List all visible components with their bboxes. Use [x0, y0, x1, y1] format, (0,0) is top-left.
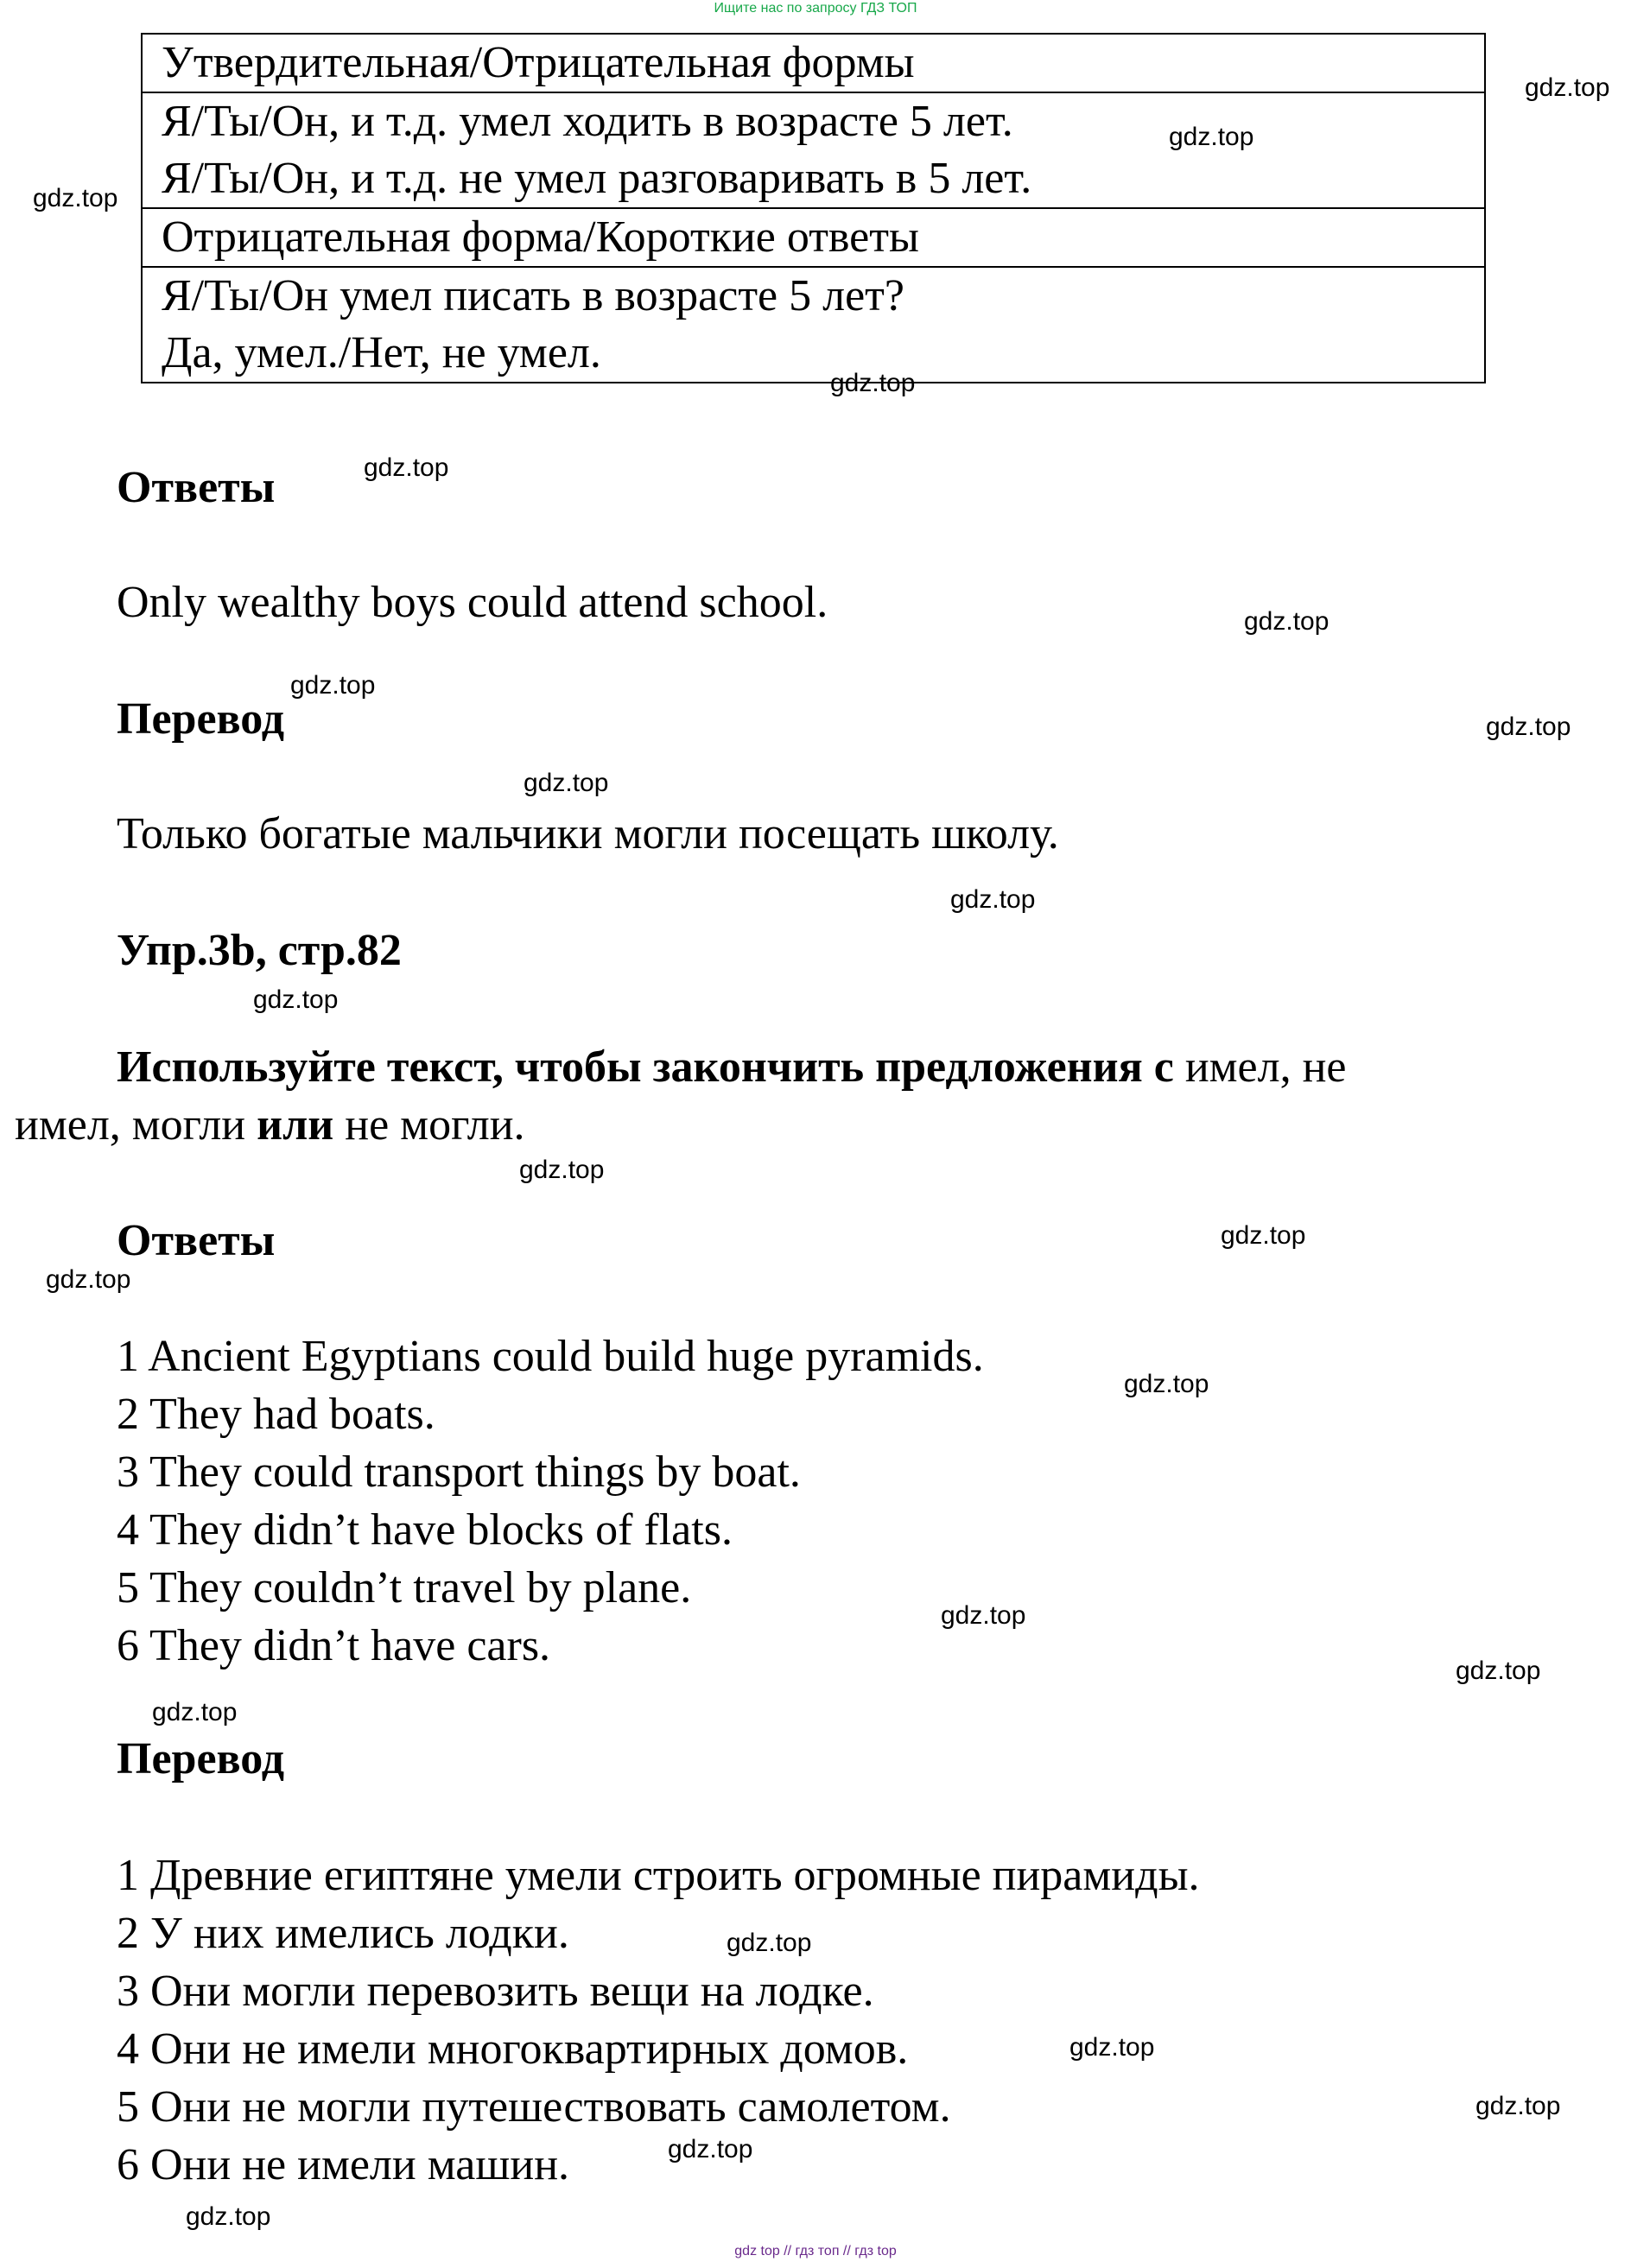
table-line: Отрицательная форма/Короткие ответы	[162, 212, 919, 262]
translation-item: 6 Они не имели машин.	[117, 2140, 570, 2189]
watermark-text: gdz.top	[1124, 1370, 1209, 1398]
answers-heading: Ответы	[117, 463, 276, 512]
translation-heading: Перевод	[117, 694, 285, 744]
watermark-text: gdz.top	[1476, 2092, 1561, 2120]
watermark-text: gdz.top	[33, 184, 118, 212]
table-cell	[142, 267, 1485, 383]
watermark-text: gdz.top	[727, 1929, 812, 1957]
watermark-text: gdz.top	[46, 1265, 131, 1294]
answer-item: 5 They couldn’t travel by plane.	[117, 1563, 692, 1612]
translation-item: 5 Они не могли путешествовать самолетом.	[117, 2082, 951, 2132]
watermark-text: gdz.top	[524, 769, 609, 797]
answers-list	[117, 1327, 984, 1675]
table-line: Я/Ты/Он, и т.д. не умел разговаривать в 5 лет.	[162, 154, 1032, 203]
table-line: Да, умел./Нет, не умел.	[162, 328, 601, 377]
instruction-bold: Используйте текст, чтобы закончить предложения с	[117, 1042, 1174, 1092]
table-line: Я/Ты/Он, и т.д. умел ходить в возрасте 5 лет.	[162, 97, 1013, 146]
top-banner: Ищите нас по запросу ГДЗ ТОП	[714, 1, 917, 16]
watermark-text: gdz.top	[1221, 1221, 1306, 1250]
watermark-text: gdz.top	[1244, 607, 1330, 636]
translation-item: 4 Они не имели многоквартирных домов.	[117, 2024, 909, 2074]
table-cell	[142, 34, 1485, 92]
watermark-text: gdz.top	[668, 2135, 753, 2163]
watermark-text: gdz.top	[1486, 713, 1571, 741]
translation-item: 1 Древние египтяне умели строить огромные пирамиды.	[117, 1851, 1200, 1900]
instruction-bold2: или	[257, 1100, 334, 1150]
translation-item: 2 У них имелись лодки.	[117, 1909, 569, 1958]
instruction-line-2	[15, 1097, 525, 1154]
instruction-line-1	[117, 1039, 1346, 1096]
watermark-text: gdz.top	[830, 369, 916, 397]
table-cell	[142, 208, 1485, 267]
table-header-row	[142, 34, 1485, 92]
answer-item: 1 Ancient Egyptians could build huge pyramids.	[117, 1332, 984, 1381]
table-line: Утвердительная/Отрицательная формы	[162, 38, 915, 87]
translation-heading-2: Перевод	[117, 1734, 285, 1783]
watermark-text: gdz.top	[290, 671, 376, 700]
instruction-part2: имел, не	[1184, 1042, 1347, 1092]
watermark-text: gdz.top	[941, 1601, 1026, 1630]
table-header-row	[142, 208, 1485, 267]
watermark-text: gdz.top	[1456, 1657, 1541, 1685]
bottom-banner: gdz top // гдз топ // гдз top	[734, 2244, 897, 2258]
watermark-text: gdz.top	[519, 1156, 605, 1184]
instruction-part3: имел, могли	[15, 1100, 246, 1150]
answer-item: 2 They had boats.	[117, 1390, 435, 1439]
watermark-text: gdz.top	[364, 453, 449, 482]
table-example-row	[142, 92, 1485, 208]
watermark-text: gdz.top	[1069, 2033, 1155, 2062]
watermark-text: gdz.top	[1169, 123, 1254, 151]
answer-text: Only wealthy boys could attend school.	[117, 578, 828, 627]
table-line: Я/Ты/Он умел писать в возрасте 5 лет?	[162, 271, 904, 320]
translation-text: Только богатые мальчики могли посещать школу.	[117, 809, 1059, 858]
instruction-part4: не могли.	[345, 1100, 525, 1150]
watermark-text: gdz.top	[1525, 73, 1610, 102]
watermark-text: gdz.top	[950, 885, 1036, 914]
answer-item: 3 They could transport things by boat.	[117, 1448, 801, 1497]
watermark-text: gdz.top	[253, 985, 339, 1014]
grammar-table	[141, 33, 1486, 383]
translations-list	[117, 1847, 1200, 2194]
translation-item: 3 Они могли перевозить вещи на лодке.	[117, 1967, 874, 2016]
table-cell	[142, 92, 1485, 208]
answer-item: 6 They didn’t have cars.	[117, 1621, 551, 1670]
exercise-title: Упр.3b, стр.82	[117, 926, 402, 975]
answer-item: 4 They didn’t have blocks of flats.	[117, 1505, 733, 1555]
answers-heading-2: Ответы	[117, 1216, 276, 1265]
watermark-text: gdz.top	[186, 2202, 271, 2231]
table-example-row	[142, 267, 1485, 383]
watermark-text: gdz.top	[152, 1698, 238, 1726]
